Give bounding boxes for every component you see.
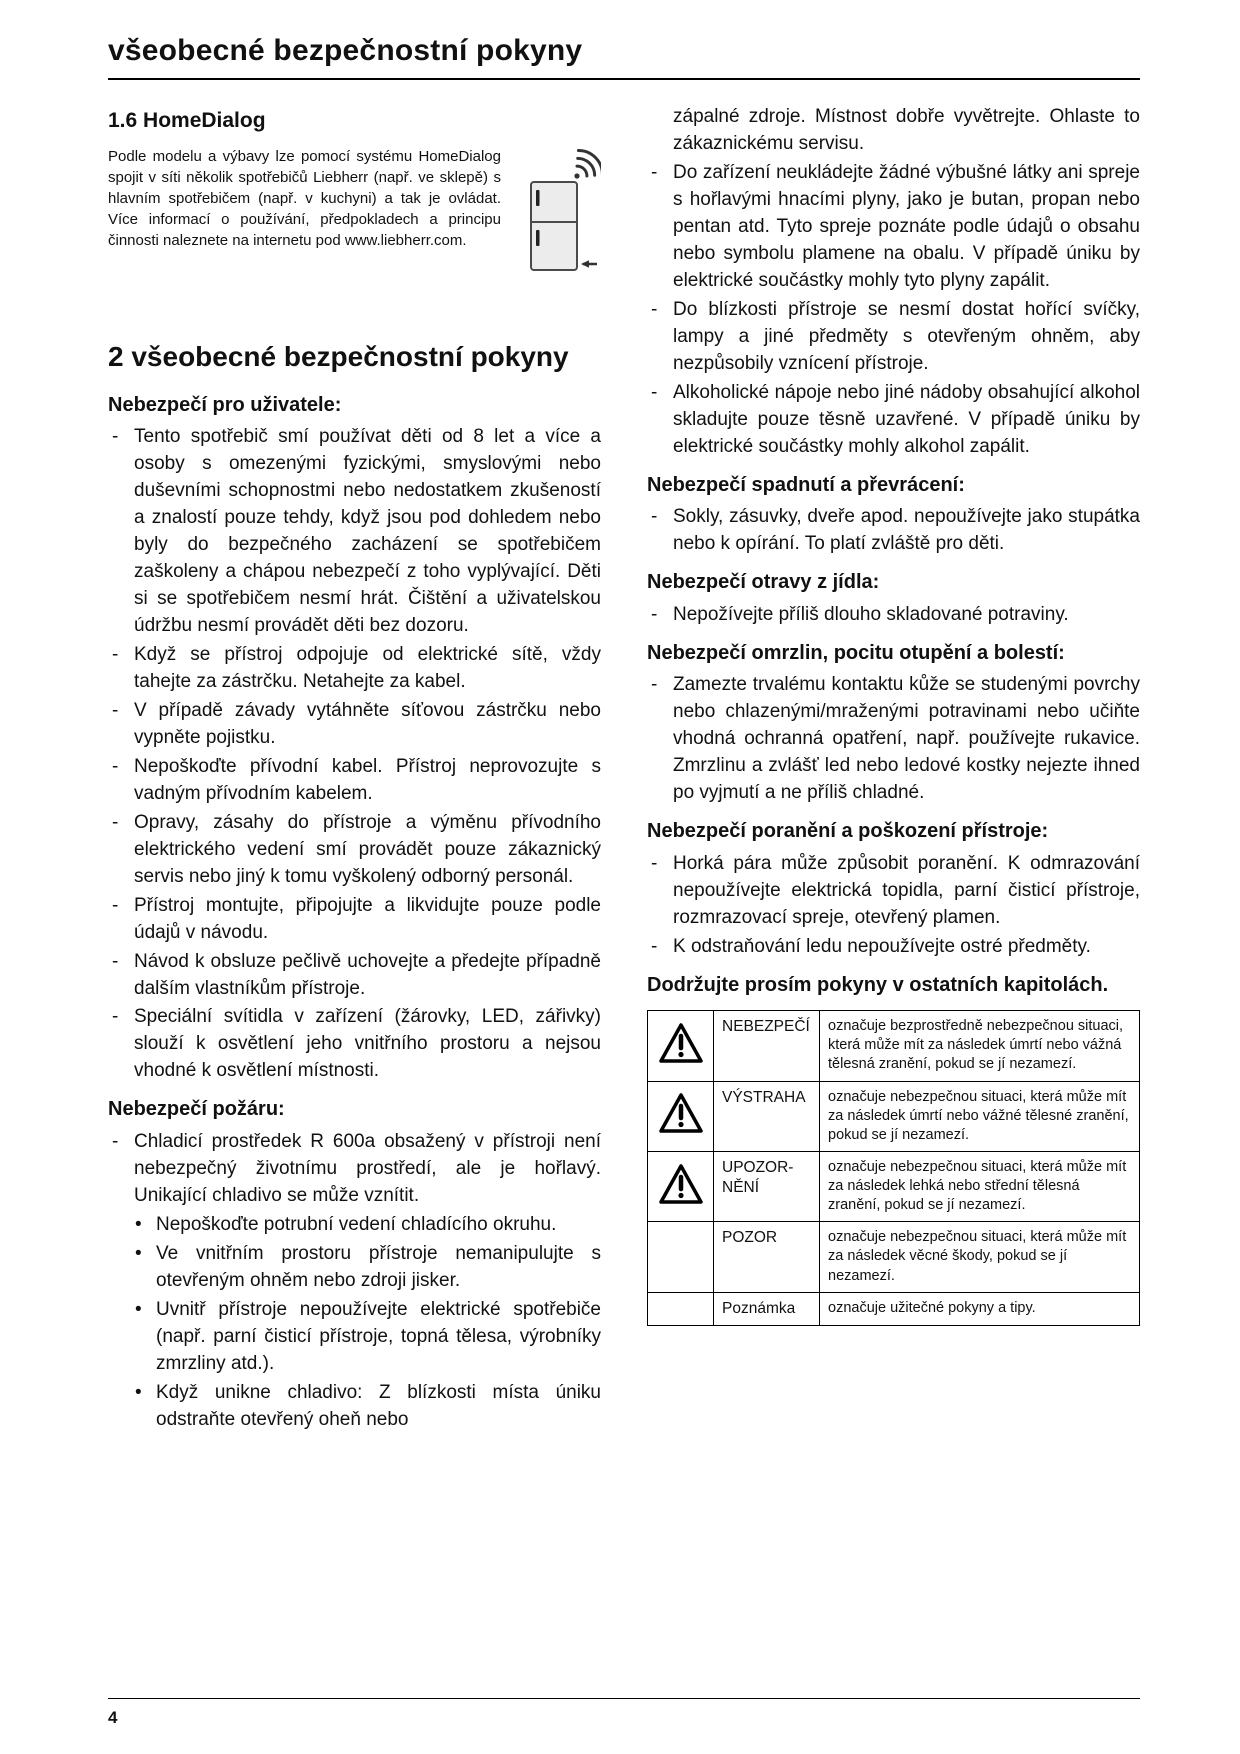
warning-triangle-icon — [658, 1163, 704, 1205]
icon-cell-empty — [648, 1222, 714, 1292]
signal-word: VÝSTRAHA — [714, 1081, 820, 1151]
list-item: - Chladicí prostředek R 600a obsažený v přístroji není nebezpečný životnímu prostředí, ale je hořlavý. Unikající chladivo se může vznítit. — [108, 1129, 601, 1210]
list-item: • Uvnitř přístroje nepoužívejte elektrické spotřebiče (např. parní čisticí přístroje, topná tělesa, výrobníky zmrzliny atd.). — [134, 1297, 601, 1378]
list-item: - Do zařízení neukládejte žádné výbušné látky ani spreje s hořlavými hnacími plyny, jako je butan, propan nebo pentan atd. Tyto spreje poznáte podle údajů o obsahu nebo symbolu plamene na obalu. V případě úniku by elektrické součástky mohly tyto plyny zapálit. — [647, 160, 1140, 295]
warning-triangle-icon — [658, 1022, 704, 1064]
table-row — [648, 1222, 1140, 1292]
frost-danger-heading: Nebezpečí omrzlin, pocitu otupění a bolestí: — [647, 641, 1065, 664]
list-item: - Opravy, zásahy do přístroje a výměnu přívodního elektrického vedení smí provádět pouze zákaznický servis nebo jiný k tomu vyškolený odborný personál. — [108, 810, 601, 891]
table-row — [648, 1011, 1140, 1081]
icon-cell — [648, 1151, 714, 1221]
signal-description: označuje nebezpečnou situaci, která může mít za následek úmrtí nebo vážné tělesné zranění, pokud se jí nezamezí. — [820, 1081, 1140, 1151]
icon-cell — [648, 1011, 714, 1081]
list-item: - Když se přístroj odpojuje od elektrické sítě, vždy tahejte za zástrčku. Netahejte za kabel. — [108, 642, 601, 696]
signal-word: NEBEZPEČÍ — [714, 1011, 820, 1081]
right-column — [647, 104, 1140, 1436]
homedialog-heading: 1.6 HomeDialog — [108, 109, 266, 132]
section-homedialog — [108, 106, 601, 291]
fire-danger-sublist — [108, 1212, 601, 1434]
list-item: - Sokly, zásuvky, dveře apod. nepoužívejte jako stupátka nebo k opírání. To platí zvláště pro děti. — [647, 504, 1140, 558]
fall-danger-list — [647, 504, 1140, 558]
list-item: - Alkoholické nápoje nebo jiné nádoby obsahující alkohol skladujte pouze těsně uzavřené. V případě úniku by elektrické součástky mohly alkohol zapálit. — [647, 380, 1140, 461]
footer-rule — [108, 1698, 1140, 1699]
user-danger-heading: Nebezpečí pro uživatele: — [108, 393, 342, 416]
signal-description: označuje nebezpečnou situaci, která může mít za následek věcné škody, pokud se jí nezamezí. — [820, 1222, 1140, 1292]
header-rule — [108, 78, 1140, 80]
list-item: • Ve vnitřním prostoru přístroje nemanipulujte s otevřeným ohněm nebo zdroji jisker. — [134, 1241, 601, 1295]
icon-cell — [648, 1081, 714, 1151]
section2-heading: 2 všeobecné bezpečnostní pokyny — [108, 340, 569, 372]
list-item: - Návod k obsluze pečlivě uchovejte a předejte případně dalším vlastníkům přístroje. — [108, 949, 601, 1003]
food-danger-heading: Nebezpečí otravy z jídla: — [647, 571, 880, 594]
page-header — [108, 34, 1140, 80]
page-title: všeobecné bezpečnostní pokyny — [108, 34, 583, 67]
fire-danger-heading: Nebezpečí požáru: — [108, 1098, 285, 1121]
list-item: • Nepoškoďte potrubní vedení chladícího okruhu. — [134, 1212, 601, 1239]
list-item: - Do blízkosti přístroje se nesmí dostat hořící svíčky, lampy a jiné předměty s otevřeným ohněm, aby nezpůsobily vznícení přístroje. — [647, 297, 1140, 378]
signal-description: označuje bezprostředně nebezpečnou situaci, která může mít za následek úmrtí nebo vážná tělesná zranění, pokud se jí nezamezí. — [820, 1011, 1140, 1081]
injury-danger-list — [647, 851, 1140, 961]
homedialog-text: Podle modelu a výbavy lze pomocí systému HomeDialog spojit v síti několik spotřebičů Liebherr (např. ve sklepě) s hlavním spotřebičem (např. v kuchyni) a tak je ovládat. Více informací o používání, předpokladech a principu činnosti naleznete na internetu pod www.liebherr.com. — [108, 147, 501, 249]
table-row — [648, 1292, 1140, 1325]
food-danger-list — [647, 602, 1140, 629]
list-item: • Když unikne chladivo: Z blízkosti místa úniku odstraňte otevřený oheň nebo — [134, 1380, 601, 1434]
list-item: - Nepoškoďte přívodní kabel. Přístroj neprovozujte s vadným přívodním kabelem. — [108, 754, 601, 808]
page-number: 4 — [108, 1708, 118, 1727]
user-danger-list — [108, 424, 601, 1085]
fire-danger-list-continued — [647, 160, 1140, 461]
signal-word: Poznámka — [714, 1292, 820, 1325]
list-item: - V případě závady vytáhněte síťovou zástrčku nebo vypněte pojistku. — [108, 698, 601, 752]
list-item: - K odstraňování ledu nepoužívejte ostré předměty. — [647, 934, 1140, 961]
fall-danger-heading: Nebezpečí spadnutí a převrácení: — [647, 473, 965, 496]
fire-danger-list — [108, 1129, 601, 1210]
homedialog-body — [108, 146, 601, 291]
page-footer — [108, 1698, 1140, 1728]
injury-danger-heading: Nebezpečí poranění a poškození přístroje: — [647, 820, 1049, 843]
two-column-layout — [108, 104, 1140, 1436]
fridge-wifi-figure — [511, 146, 601, 287]
icon-cell-empty — [648, 1292, 714, 1325]
list-item: - Nepožívejte příliš dlouho skladované potraviny. — [647, 602, 1140, 629]
fire-danger-continuation: zápalné zdroje. Místnost dobře vyvětrejte. Ohlaste to zákaznickému servisu. — [673, 106, 1140, 154]
signal-word-table — [647, 1010, 1140, 1326]
list-item: - Horká pára může způsobit poranění. K odmrazování nepoužívejte elektrická topidla, parní čisticí přístroje, rozmrazovací spreje, otevřený plamen. — [647, 851, 1140, 932]
list-item: - Speciální svítidla v zařízení (žárovky, LED, zářivky) slouží k osvětlení jeho vnitřního prostoru a nejsou vhodné k osvětlení místnosti. — [108, 1004, 601, 1085]
signal-word: POZOR — [714, 1222, 820, 1292]
signal-description: označuje nebezpečnou situaci, která může mít za následek lehká nebo střední tělesná zranění, pokud se jí nezamezí. — [820, 1151, 1140, 1221]
table-row — [648, 1151, 1140, 1221]
list-item: - Přístroj montujte, připojujte a likvidujte pouze podle údajů v návodu. — [108, 893, 601, 947]
warning-triangle-icon — [658, 1092, 704, 1134]
signal-description: označuje užitečné pokyny a tipy. — [820, 1292, 1140, 1325]
list-item: - Zamezte trvalému kontaktu kůže se studenými povrchy nebo chlazenými/mraženými potravinami nebo učiňte vhodná ochranná opatření, např. používejte rukavice. Zmrzlinu a zvlášť led nebo ledové kostky nejezte ihned po vyjmutí a ne příliš chladné. — [647, 672, 1140, 807]
closing-note: Dodržujte prosím pokyny v ostatních kapitolách. — [647, 973, 1109, 996]
list-item: - Tento spotřebič smí používat děti od 8 let a více a osoby s omezenými fyzickými, smyslovými nebo duševními schopnostmi nebo nedostatkem zkušeností a znalostí pouze tehdy, když jsou pod dohledem nebo byly do bezpečného zacházení se spotřebičem zaškoleny a chápou nebezpečí z toho vyplývající. Děti si se spotřebičem nesmí hrát. Čištění a uživatelskou údržbu nesmí provádět děti bez dozoru. — [108, 424, 601, 640]
left-column — [108, 104, 601, 1436]
fridge-with-wifi-icon — [511, 146, 601, 278]
frost-danger-list — [647, 672, 1140, 807]
signal-word: UPOZOR-NĚNÍ — [714, 1151, 820, 1221]
table-row — [648, 1081, 1140, 1151]
